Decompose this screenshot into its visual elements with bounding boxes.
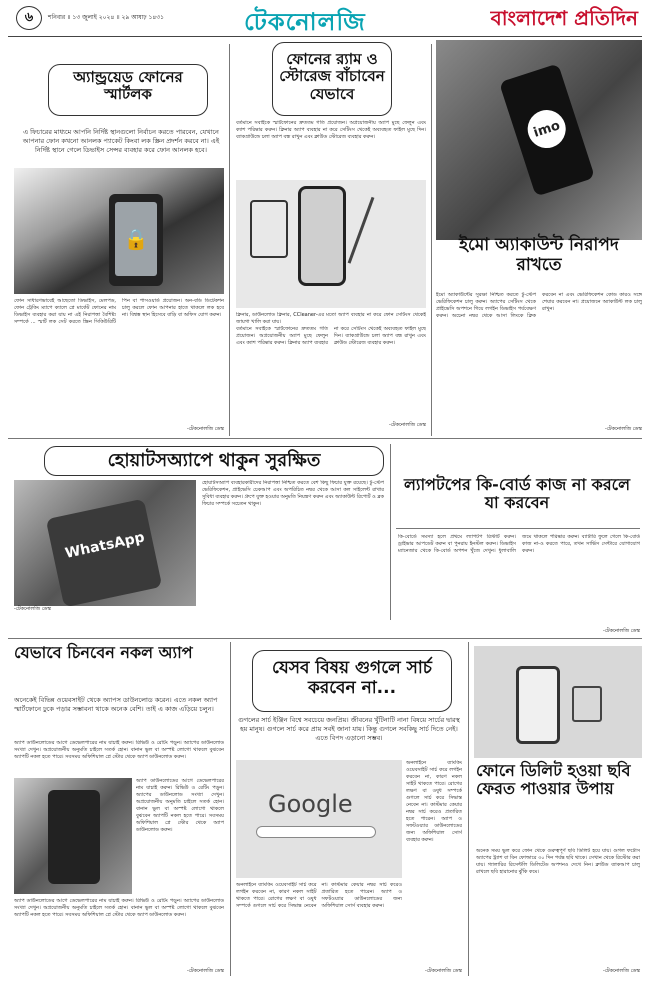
smartlock-headline: অ্যান্ড্রয়েড ফোনের স্মার্টলক: [48, 64, 208, 116]
imo-logo: imo: [523, 105, 571, 153]
section-title: টেকনোলজি: [244, 8, 366, 36]
column-divider: [468, 642, 469, 976]
fake-app-headline: যেভাবে চিনবেন নকল অ্যাপ: [14, 643, 193, 662]
phone-image: [109, 194, 163, 286]
section-divider: [8, 438, 642, 439]
google-body-continued: অনলাইনে ব্যাংকিং ওয়েবসাইট সার্চ করে লগইন করবেন না, কারণ নকল সাইট থাকতে পারে। রোগের লক্ষণ বা ওষুধ সম্পর্কে গুগলে সার্চ করে সিদ্ধান্ত নেবেন না। কাস্টমার কেয়ার নম্বর সার্চ করেও প্রতারিত হতে পারেন। অ্যাপ ও সফটওয়্যার ডাউনলোডের জন্য অফিশিয়াল সোর্স ব্যবহার করুন।: [406, 760, 462, 843]
ram-caption: ক্লিনার, ডাউনলোড ক্লিনার, CCleaner-এর মতো অ্যাপ ব্যবহার না করে ফোন সেটিংস থেকেই জায়গা খালি করা যায়।: [236, 312, 426, 324]
phone-image: [298, 186, 346, 286]
google-headline: যেসব বিষয় গুগলে সার্চ করবেন না...: [252, 650, 452, 712]
issue-date: শনিবার ॥ ১৩ জুলাই ২০২৪ ॥ ২৯ আষাঢ় ১৪৩১: [48, 14, 165, 21]
column-divider: [390, 444, 391, 620]
column-divider: [230, 642, 231, 976]
phone-image: [516, 666, 560, 744]
imo-headline: ইমো অ্যাকাউন্ট নিরাপদ রাখতে: [459, 235, 619, 275]
phone-image: [46, 499, 163, 608]
section-divider: [8, 638, 642, 639]
photo-recovery-credit: -টেকনোলজি ডেস্ক: [602, 968, 640, 974]
ram-body: বর্তমানে সবাইকে স্মার্টফোনের দ্রুততম গতি প্রয়োজন। অপ্রয়োজনীয় অ্যাপ মুছে ফেলুন এবং ক্যাশ পরিষ্কার করুন। ক্লিনার অ্যাপ ব্যবহার না করে সেটিংস থেকেই অব্যবহৃত ফাইল মুছে দিন। ব্যাকগ্রাউন্ডে চলা অ্যাপ বন্ধ রাখুন এবং ক্লাউড স্টোরেজ ব্যবহার করুন।: [236, 120, 426, 140]
smartlock-intro: এ ফিচারের মাধ্যমে আপনি নির্দিষ্ট স্থানগুলো নির্বাচন করতে পারবেন, যেখানে আপনার ফোন কখনো আনলক প্যাকেট কিংবা লক স্ক্রিন প্রদর্শন করবে না। এই নির্দিষ্ট স্থানে গেলে ডিভাইস সেন্সর ব্যবহার করে ফোন আনলক হবে।: [22, 128, 220, 154]
ram-headline: ফোনের র‌্যাম ও স্টোরেজ বাঁচাবেন যেভাবে: [272, 42, 392, 116]
laptop-headline: ল্যাপটপের কি-বোর্ড কাজ না করলে যা করবেন: [403, 475, 631, 513]
lock-icon: 🔒: [115, 202, 157, 276]
whatsapp-logo: WhatsApp: [63, 529, 147, 562]
laptop-credit: -টেকনোলজি ডেস্ক: [602, 628, 640, 634]
fake-app-body-more: অ্যাপ ডাউনলোডের আগে ডেভেলপারের নাম যাচাই করুন। রিভিউ ও রেটিং পড়ুন। অ্যাপের ডাউনলোড সংখ্যা দেখুন। অপ্রয়োজনীয় অনুমতি চাইলে সতর্ক হোন। বানান ভুল বা অস্পষ্ট লোগো থাকলে বুঝবেন অ্যাপটি নকল হতে পারে। সবসময় অফিশিয়াল প্লে স্টোর থেকে অ্যাপ ডাউনলোড করুন।: [14, 898, 224, 918]
trash-icon: [572, 686, 602, 722]
smartlock-photo: [14, 168, 224, 294]
google-body: অনলাইনে ব্যাংকিং ওয়েবসাইট সার্চ করে লগইন করবেন না, কারণ নকল সাইট থাকতে পারে। রোগের লক্ষণ বা ওষুধ সম্পর্কে গুগলে সার্চ করে সিদ্ধান্ত নেবেন না। কাস্টমার কেয়ার নম্বর সার্চ করেও প্রতারিত হতে পারেন। অ্যাপ ও সফটওয়্যার ডাউনলোডের জন্য অফিশিয়াল সোর্স ব্যবহার করুন।: [236, 882, 402, 909]
broom-icon: [348, 197, 423, 281]
divider: [396, 528, 640, 529]
google-credit: -টেকনোলজি ডেস্ক: [424, 968, 462, 974]
fake-app-intro: অনেকেই বিভিন্ন ওয়েবসাইট থেকে অ্যাপস ডাউনলোড করেন। এতে নকল অ্যাপ স্মার্টফোনে ঢুকে পড়ার সম্ভাবনা থাকে অনেক বেশি। তাই এ কাজ এড়িয়ে চলুন।: [14, 696, 218, 713]
laptop-body: কি-বোর্ডে সমস্যা হলে প্রথমে ল্যাপটপ রিস্টার্ট করুন। ড্রাইভার আপডেট করুন বা পুনরায় ইনস্টল করুন। ডিভাইস ম্যানেজার থেকে কি-বোর্ড অপশন খুঁজে দেখুন। ধুলাবালি জমে থাকলে পরিষ্কার করুন। ব্যাটারি ফুলে গেলে কি-বোর্ড কাজ না-ও করতে পারে, তখন সার্ভিস সেন্টারে যোগাযোগ করুন।: [398, 534, 640, 554]
ram-illustration: [236, 180, 426, 308]
phone-image: [499, 63, 595, 196]
search-bar: [256, 826, 376, 838]
whatsapp-credit: -টেকনোলজি ডেস্ক: [14, 606, 52, 612]
photo-recovery-body: অনেক সময় ভুল করে ফোন থেকে গুরুত্বপূর্ণ ছবি ডিলিট হয়ে যায়। গুগল ফটোস অ্যাপের ট্র্যাশ বা বিন ফোল্ডারে ৩০ দিন পর্যন্ত ছবি থাকে। সেখান থেকে রিস্টোর করা যায়। গ্যালারির রিসেন্টলি ডিলিটেড অপশনও দেখে নিন। ক্লাউড ব্যাকআপ চালু রাখলে ছবি হারানোর ঝুঁকি কমে।: [476, 848, 640, 875]
photo-recovery-headline: ফোনে ডিলিট হওয়া ছবি ফেরত পাওয়ার উপায়: [476, 761, 631, 799]
fake-app-photo: [14, 778, 132, 894]
column-divider: [229, 44, 230, 436]
google-intro: গুগলের সার্চ ইঞ্জিন বিশ্বে সবচেয়ে জনপ্রিয়। জীবনের খুঁটিনাটি নানা বিষয়ে সার্চের দ্বারস্থ হয় মানুষ। গুগলে সার্চ করে প্রায় সবই জানা যায়। কিন্তু গুগলে সবকিছু সার্চ দিতে নেই। এতে বিপদ এড়ানো সম্ভব।: [238, 716, 460, 742]
whatsapp-headline: হোয়াটসঅ্যাপে থাকুন সুরক্ষিত: [44, 446, 384, 476]
imo-photo: [436, 40, 642, 240]
ram-credit: -টেকনোলজি ডেস্ক: [388, 422, 426, 428]
google-photo: [236, 760, 402, 878]
ram-body-continued: বর্তমানে সবাইকে স্মার্টফোনের দ্রুততম গতি প্রয়োজন। অপ্রয়োজনীয় অ্যাপ মুছে ফেলুন এবং ক্যাশ পরিষ্কার করুন। ক্লিনার অ্যাপ ব্যবহার না করে সেটিংস থেকেই অব্যবহৃত ফাইল মুছে দিন। ব্যাকগ্রাউন্ডে চলা অ্যাপ বন্ধ রাখুন এবং ক্লাউড স্টোরেজ ব্যবহার করুন।: [236, 326, 426, 346]
page-number: ৬: [16, 6, 42, 30]
phone-image: [48, 790, 100, 884]
whatsapp-photo: [14, 480, 196, 606]
imo-body: ইমো অ্যাকাউন্টের সুরক্ষা নিশ্চিত করতে টু-স্টেপ ভেরিফিকেশন চালু করুন। অ্যাপের সেটিংস থেকে প্রাইভেসি অপশনে গিয়ে লগইন ডিভাইস পর্যবেক্ষণ করুন। অচেনা নম্বর থেকে আসা লিংকে ক্লিক করবেন না এবং ভেরিফিকেশন কোড কারও সঙ্গে শেয়ার করবেন না। প্রয়োজনে অ্যাকাউন্ট লক চালু রাখুন।: [436, 292, 642, 319]
column-divider: [431, 44, 432, 436]
newspaper-brand: বাংলাদেশ প্রতিদিন: [490, 6, 638, 30]
whatsapp-body: হোয়াটসঅ্যাপ ব্যবহারকারীদের নিরাপত্তা নিশ্চিত করতে বেশ কিছু ফিচার যুক্ত রয়েছে। টু-স্টেপ ভেরিফিকেশন, প্রাইভেসি চেকআপ এবং অপরিচিত নম্বর থেকে আসা কল সাইলেন্ট রাখার সুবিধা ব্যবহার করুন। গ্রুপে যুক্ত হওয়ার অনুমতি নিয়ন্ত্রণ করুন এবং অ্যাকাউন্ট রিপোর্ট ও ব্লক ফিচার সম্পর্কে সচেতন থাকুন।: [202, 480, 384, 507]
google-logo: Google: [268, 790, 353, 818]
smartlock-credit: -টেকনোলজি ডেস্ক: [186, 426, 224, 432]
fake-app-credit: -টেকনোলজি ডেস্ক: [186, 968, 224, 974]
fake-app-body: অ্যাপ ডাউনলোডের আগে ডেভেলপারের নাম যাচাই করুন। রিভিউ ও রেটিং পড়ুন। অ্যাপের ডাউনলোড সংখ্যা দেখুন। অপ্রয়োজনীয় অনুমতি চাইলে সতর্ক হোন। বানান ভুল বা অস্পষ্ট লোগো থাকলে বুঝবেন অ্যাপটি নকল হতে পারে। সবসময় অফিশিয়াল প্লে স্টোর থেকে অ্যাপ ডাউনলোড করুন।: [14, 740, 224, 760]
header-rule: [8, 36, 642, 37]
imo-credit: -টেকনোলজি ডেস্ক: [604, 426, 642, 432]
fake-app-body-continued: অ্যাপ ডাউনলোডের আগে ডেভেলপারের নাম যাচাই করুন। রিভিউ ও রেটিং পড়ুন। অ্যাপের ডাউনলোড সংখ্যা দেখুন। অপ্রয়োজনীয় অনুমতি চাইলে সতর্ক হোন। বানান ভুল বা অস্পষ্ট লোগো থাকলে বুঝবেন অ্যাপটি নকল হতে পারে। সবসময় অফিশিয়াল প্লে স্টোর থেকে অ্যাপ ডাউনলোড করুন।: [136, 778, 224, 833]
smartlock-body: ফোন সাধারণভাবেই আছেতো ডিভাইস, মেলপড, ফোন ট্রেকিং ম্যাপে ক্যালে প্লে মার্কেট ফোনের নাম ডিভাইস ব্যবহার করা যায় না এই নিরাপত্তা বৈশিষ্ট্য সম্পর্কে ... স্মার্ট লক সেট করতে স্ক্রিন সিকিউরিটি পিন বা পাসওয়ার্ড প্রয়োজন। অন-বডি ডিটেকশন চালু করলে ফোন আপনার হাতে থাকলে লক হবে না। বিশ্বস্ত স্থান হিসেবে বাড়ি বা অফিস যোগ করুন।: [14, 298, 224, 325]
photo-recovery-illustration: [474, 646, 642, 758]
trash-icon: [250, 200, 288, 258]
